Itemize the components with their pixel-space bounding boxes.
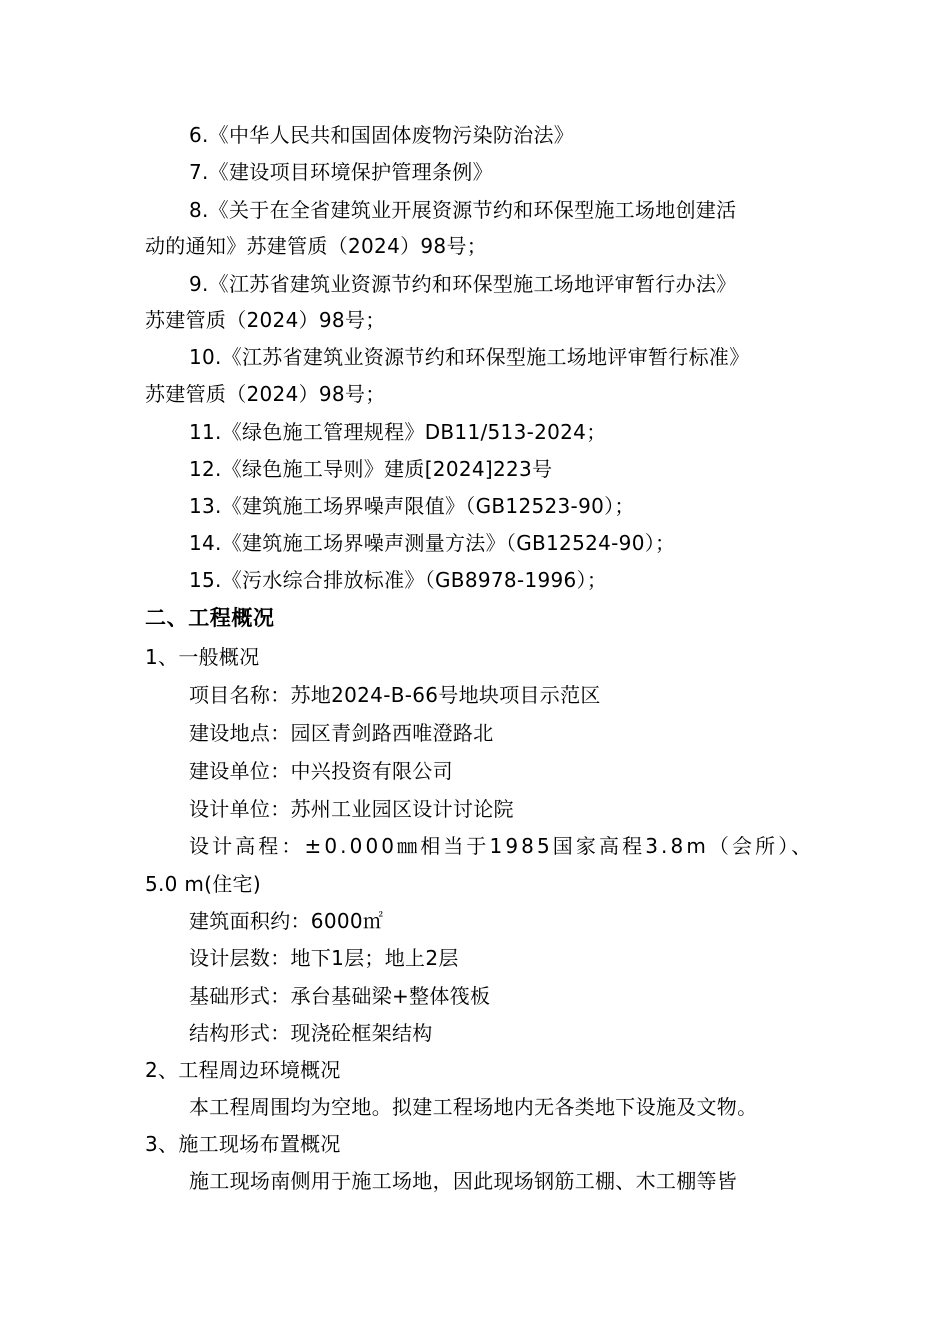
reference-10-line-2: 苏建管质（2024）98号； <box>145 382 386 406</box>
construction-location: 建设地点：园区青剑路西唯澄路北 <box>189 721 494 745</box>
foundation-type: 基础形式：承台基础梁+整体筏板 <box>189 984 491 1008</box>
design-unit: 设计单位：苏州工业园区设计讨论院 <box>189 797 514 821</box>
site-layout-text: 施工现场南侧用于施工场地，因此现场钢筋工棚、木工棚等皆 <box>189 1169 738 1193</box>
structure-type: 结构形式：现浇砼框架结构 <box>189 1021 433 1045</box>
subsection-heading-surroundings: 2、工程周边环境概况 <box>145 1058 341 1082</box>
design-elevation-line-1: 设计高程：±0.000㎜相当于1985国家高程3.8m（会所）、 <box>189 834 815 858</box>
construction-owner: 建设单位：中兴投资有限公司 <box>189 759 453 783</box>
subsection-heading-general: 1、一般概况 <box>145 645 260 669</box>
project-name: 项目名称：苏地2024-B-66号地块项目示范区 <box>189 683 601 707</box>
section-heading-overview: 二、工程概况 <box>145 606 275 630</box>
reference-10-line-1: 10.《江苏省建筑业资源节约和环保型施工场地评审暂行标准》 <box>189 345 750 369</box>
reference-7: 7.《建设项目环境保护管理条例》 <box>189 160 493 184</box>
design-floors: 设计层数：地下1层；地上2层 <box>189 946 459 970</box>
reference-9-line-2: 苏建管质（2024）98号； <box>145 308 386 332</box>
surroundings-text: 本工程周围均为空地。拟建工程场地内无各类地下设施及文物。 <box>189 1095 758 1119</box>
reference-9-line-1: 9.《江苏省建筑业资源节约和环保型施工场地评审暂行办法》 <box>189 272 737 296</box>
reference-14: 14.《建筑施工场界噪声测量方法》（GB12524-90）； <box>189 531 676 555</box>
reference-13: 13.《建筑施工场界噪声限值》（GB12523-90）； <box>189 494 635 518</box>
reference-6: 6.《中华人民共和国固体废物污染防治法》 <box>189 123 575 147</box>
design-elevation-line-2: 5.0 m(住宅) <box>145 872 261 896</box>
reference-12: 12.《绿色施工导则》建质[2024]223号 <box>189 457 553 481</box>
reference-8-line-1: 8.《关于在全省建筑业开展资源节约和环保型施工场地创建活 <box>189 198 737 222</box>
reference-11: 11.《绿色施工管理规程》DB11/513-2024； <box>189 420 607 444</box>
reference-8-line-2: 动的通知》苏建管质（2024）98号； <box>145 234 488 258</box>
floor-area: 建筑面积约：6000㎡ <box>189 909 384 933</box>
subsection-heading-site-layout: 3、施工现场布置概况 <box>145 1132 341 1156</box>
reference-15: 15.《污水综合排放标准》（GB8978-1996）； <box>189 568 608 592</box>
